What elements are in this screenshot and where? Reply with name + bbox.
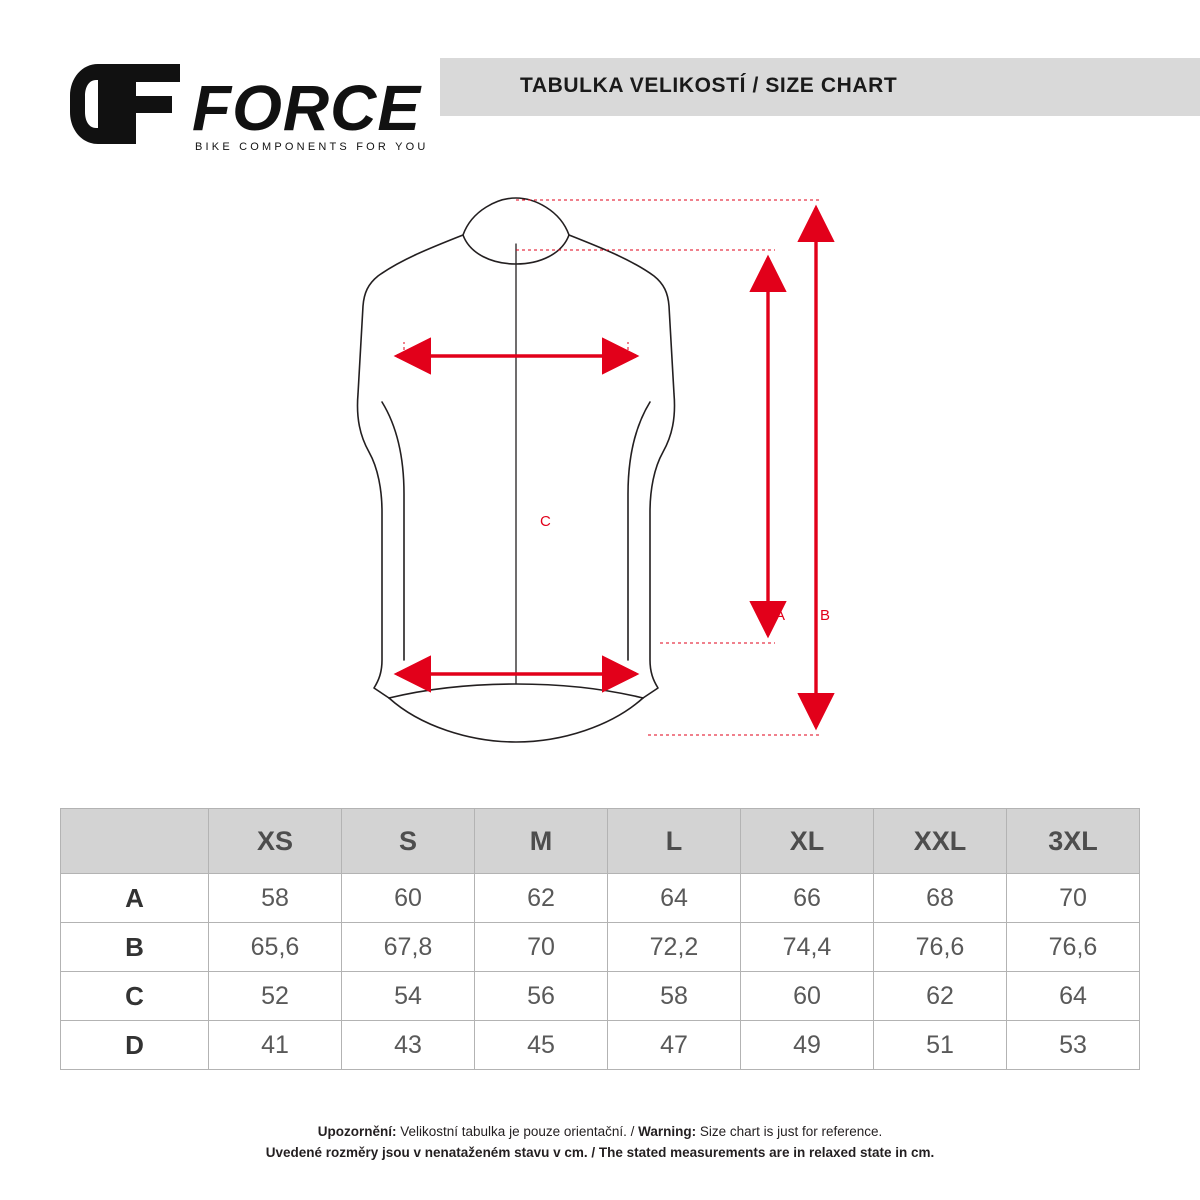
column-header-xxl: XXL <box>874 809 1007 874</box>
cell-a-3xl: 70 <box>1007 874 1140 923</box>
cell-b-s: 67,8 <box>342 923 475 972</box>
table-row <box>61 874 1140 923</box>
column-header-s: S <box>342 809 475 874</box>
table-row <box>61 923 1140 972</box>
cell-d-l: 47 <box>608 1021 741 1070</box>
column-header-m: M <box>475 809 608 874</box>
table-header-row <box>61 809 1140 874</box>
column-header-l: L <box>608 809 741 874</box>
cell-c-xxl: 62 <box>874 972 1007 1021</box>
cell-a-m: 62 <box>475 874 608 923</box>
footer-text-en: Size chart is just for reference. <box>696 1124 883 1139</box>
cell-d-xl: 49 <box>741 1021 874 1070</box>
cell-d-m: 45 <box>475 1021 608 1070</box>
dimension-label-a: A <box>775 607 786 624</box>
cell-b-3xl: 76,6 <box>1007 923 1140 972</box>
cell-d-xxl: 51 <box>874 1021 1007 1070</box>
cell-a-xl: 66 <box>741 874 874 923</box>
dimension-label-b: B <box>820 607 831 624</box>
table-header <box>61 809 1140 874</box>
cell-a-xs: 58 <box>209 874 342 923</box>
cell-c-m: 56 <box>475 972 608 1021</box>
cell-b-xl: 74,4 <box>741 923 874 972</box>
cell-a-l: 64 <box>608 874 741 923</box>
footer-note <box>0 1122 1200 1164</box>
cell-d-3xl: 53 <box>1007 1021 1140 1070</box>
cell-c-3xl: 64 <box>1007 972 1140 1021</box>
footer-line-1 <box>0 1122 1200 1143</box>
cell-c-xl: 60 <box>741 972 874 1021</box>
dimension-label-c: C <box>540 513 551 530</box>
column-header-xs: XS <box>209 809 342 874</box>
row-header-b: B <box>61 923 209 972</box>
cell-b-m: 70 <box>475 923 608 972</box>
garment-diagram <box>0 160 1200 800</box>
cell-c-s: 54 <box>342 972 475 1021</box>
svg-text:FORCE: FORCE <box>192 72 421 144</box>
cell-b-xs: 65,6 <box>209 923 342 972</box>
cell-c-xs: 52 <box>209 972 342 1021</box>
cell-c-l: 58 <box>608 972 741 1021</box>
footer-measurement-note: Uvedené rozměry jsou v nenataženém stavu v cm. / The stated measurements are in relaxed state in cm. <box>265 1144 935 1160</box>
row-header-d: D <box>61 1021 209 1070</box>
cell-b-l: 72,2 <box>608 923 741 972</box>
cell-d-s: 43 <box>342 1021 475 1070</box>
cell-a-s: 60 <box>342 874 475 923</box>
table-row <box>61 972 1140 1021</box>
page-header <box>0 0 1200 160</box>
cell-a-xxl: 68 <box>874 874 1007 923</box>
footer-line-2 <box>0 1143 1200 1164</box>
row-header-c: C <box>61 972 209 1021</box>
column-header-xl: XL <box>741 809 874 874</box>
force-logo <box>52 56 452 156</box>
cell-d-xs: 41 <box>209 1021 342 1070</box>
table-row <box>61 1021 1140 1070</box>
svg-text:BIKE COMPONENTS FOR YOU: BIKE COMPONENTS FOR YOU <box>195 141 429 153</box>
footer-text-cs: Velikostní tabulka je pouze orientační. / <box>396 1124 639 1139</box>
size-chart-table <box>60 808 1140 1070</box>
table-body <box>61 874 1140 1070</box>
size-chart-table-wrapper <box>60 808 1140 1070</box>
footer-warning-cs: Upozornění: <box>317 1124 397 1139</box>
footer-warning-en: Warning: <box>638 1124 697 1139</box>
page-title: TABULKA VELIKOSTÍ / SIZE CHART <box>520 74 898 97</box>
row-header-a: A <box>61 874 209 923</box>
column-header-3xl: 3XL <box>1007 809 1140 874</box>
cell-b-xxl: 76,6 <box>874 923 1007 972</box>
table-corner-cell <box>61 809 209 874</box>
